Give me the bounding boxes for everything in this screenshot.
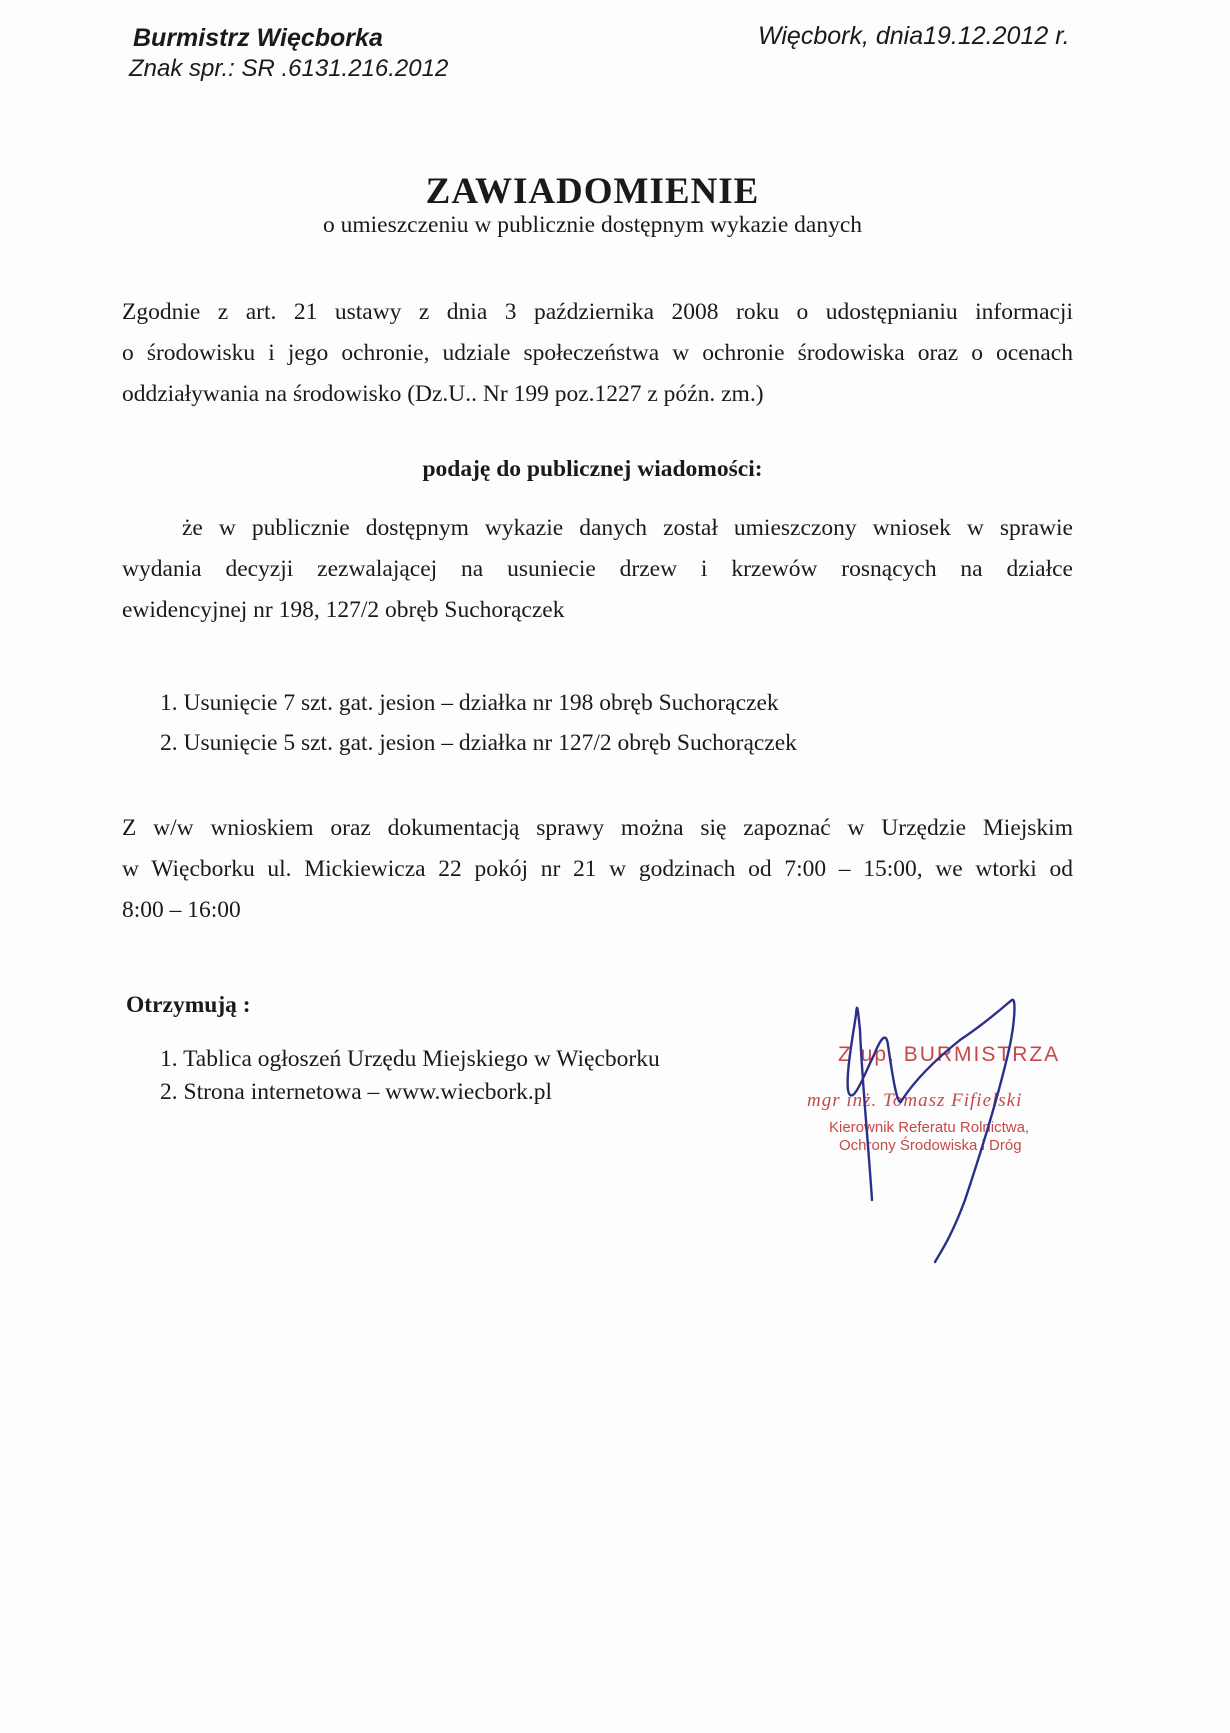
stamp-role-line: Ochrony Środowiska i Dróg (839, 1137, 1022, 1154)
place-and-date: Więcbork, dnia19.12.2012 r. (758, 22, 1070, 50)
announcement-heading: podaję do publicznej wiadomości: (422, 456, 763, 482)
document-title: ZAWIADOMIENIE (425, 171, 760, 212)
stamp-title: Z up. BURMISTRZA (838, 1043, 1061, 1066)
paragraph-line: ewidencyjnej nr 198, 127/2 obręb Suchorączek (122, 597, 565, 623)
paragraph-line: o środowisku i jego ochronie, udziale społeczeństwa w ochronie środowiska oraz o ocenach (122, 340, 1073, 366)
paragraph-line: że w publicznie dostępnym wykazie danych został umieszczony wniosek w sprawie (182, 515, 1073, 541)
stamp-official-name: mgr inż. Tomasz Fifielski (807, 1090, 1023, 1111)
paragraph-line: 8:00 – 16:00 (122, 897, 241, 923)
stamp-role-line: Kierownik Referatu Rolnictwa, (829, 1119, 1030, 1136)
paragraph-line: wydania decyzji zezwalającej na usuniecie drzew i krzewów rosnących na działce (122, 556, 1073, 582)
paragraph-line: oddziaływania na środowisko (Dz.U.. Nr 199 poz.1227 z późn. zm.) (122, 381, 764, 407)
paragraph-line: Zgodnie z art. 21 ustawy z dnia 3 października 2008 roku o udostępnianiu informacji (122, 299, 1073, 325)
issuer-name: Burmistrz Więcborka (133, 24, 383, 52)
paragraph-line: Z w/w wnioskiem oraz dokumentacją sprawy można się zapoznać w Urzędzie Miejskim (122, 815, 1073, 841)
case-reference: Znak spr.: SR .6131.216.2012 (129, 55, 449, 82)
paragraph-line: w Więcborku ul. Mickiewicza 22 pokój nr 21 w godzinach od 7:00 – 15:00, we wtorki od (122, 856, 1073, 882)
document-subtitle: o umieszczeniu w publicznie dostępnym wykazie danych (322, 212, 863, 238)
list-item: 2. Strona internetowa – www.wiecbork.pl (160, 1079, 553, 1105)
list-item: 2. Usunięcie 5 szt. gat. jesion – działka nr 127/2 obręb Suchorączek (160, 730, 797, 756)
recipients-heading: Otrzymują : (126, 992, 251, 1018)
list-item: 1. Usunięcie 7 szt. gat. jesion – działka nr 198 obręb Suchorączek (160, 690, 779, 716)
list-item: 1. Tablica ogłoszeń Urzędu Miejskiego w Więcborku (160, 1046, 660, 1072)
signature-stroke (848, 1000, 1015, 1262)
